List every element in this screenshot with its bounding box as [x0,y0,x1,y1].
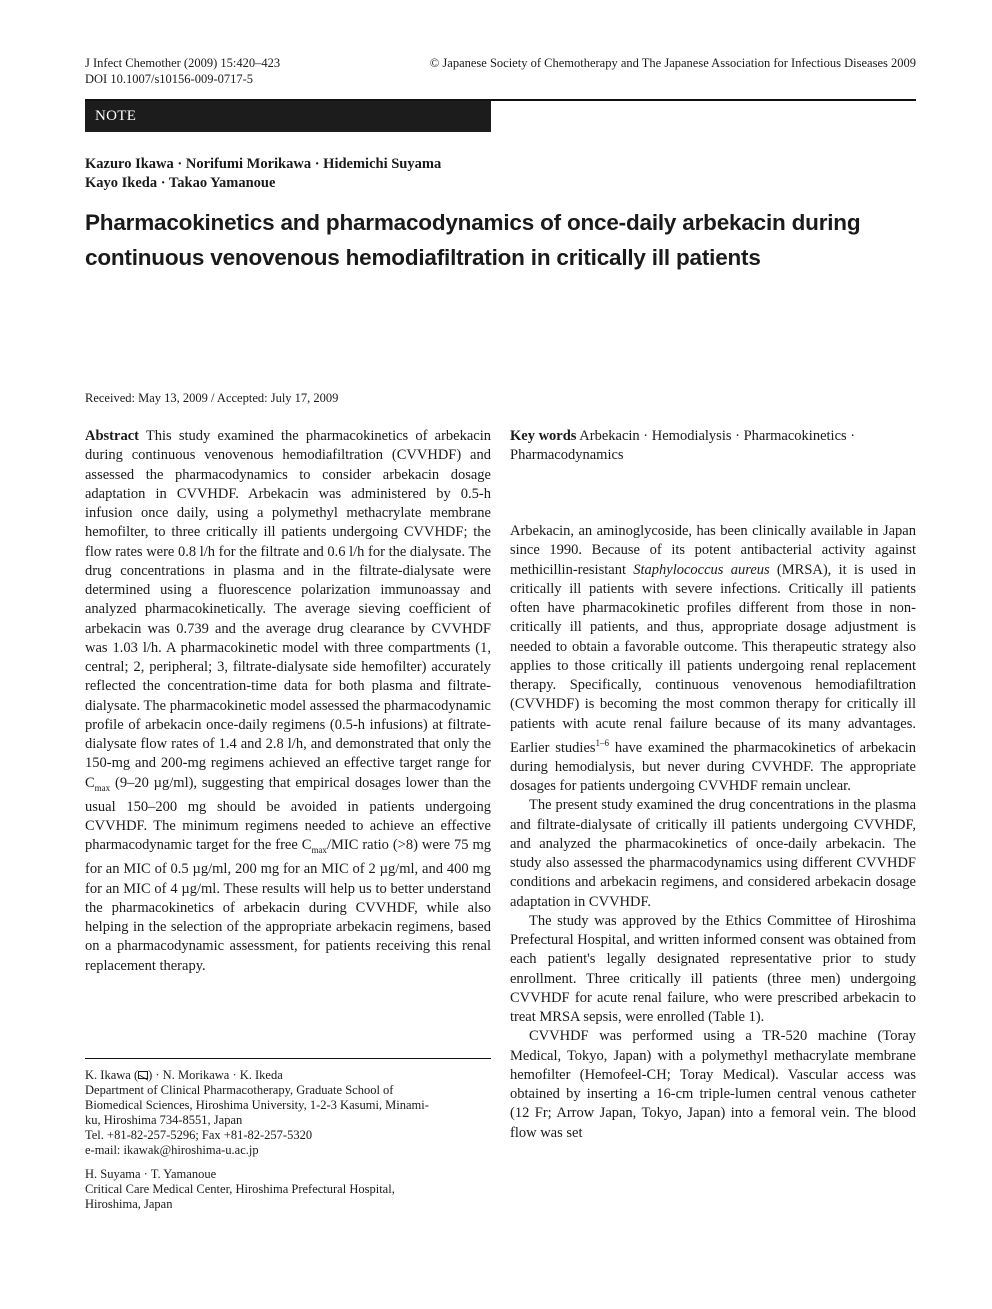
keywords [510,427,916,466]
paragraph-1-text-c: have examined the pharmacokinetics of arbekacin during hemodialysis, but never during CVVHDF. The appropriate dosages for patients undergoing CVVHDF remain unclear. [510,739,916,795]
affiliation-1-email[interactable]: e-mail: ikawak@hiroshima-u.ac.jp [85,1143,259,1157]
abstract-text-1: This study examined the pharmacokinetics of arbekacin during continuous venovenous hemodiafiltration (CVVHDF) and assessed the pharmacodynamics to consider arbekacin dosage adaptation in CVVHDF. Arbekacin was administered by 0.5-h infusion once daily, using a polymethyl methacrylate membrane hemofilter, to three critically ill patients undergoing CVVHDF; the flow rates were 0.8 l/h for the filtrate and 0.6 l/h for the dialysate. The drug concentrations in plasma and in the filtrate-dialysate were determined using a fluorescence polarization immunoassay and analyzed pharmacokinetically. The average sieving coefficient of arbekacin was 0.739 and the average drug clearance by CVVHDF was 1.03 l/h. A pharmacokinetic model with three compartments (1, central; 2, peripheral; 3, filtrate-dialysate side hemofilter) accurately reflected the concentration-time data for both plasma and filtrate-dialysate. The pharmacokinetic model assessed the pharmacodynamic profile of arbekacin once-daily regimens (0.5-h infusions) at filtrate-dialysate flow rates of 1.4 and 2.8 l/h, and demonstrated that only the 150-mg and 200-mg regimens achieved an effective target range for C [85,428,491,791]
footnote-rule [85,1058,491,1059]
journal-name: J Infect Chemother (2009) 15:420–423 [85,56,281,70]
abstract-label: Abstract [85,428,139,444]
affiliation-1-line-1: Department of Clinical Pharmacotherapy, Graduate School of [85,1083,394,1097]
paragraph-1 [510,522,916,796]
reference-superscript[interactable]: 1–6 [595,737,610,748]
journal-citation [85,55,280,87]
article-title: Pharmacokinetics and pharmacodynamics of once-daily arbekacin during continuous venovenous hemodiafiltration in critically ill patients [85,210,861,270]
paragraph-1-text-b: (MRSA), it is used in critically ill patients with severe infections. Critically ill patients often have pharmacokinetic profiles different from those in non-critically ill patients, and thus, appropriate dosage adjustment is needed to obtain a favorable outcome. This therapeutic strategy also applies to those critically ill patients undergoing renal replacement therapy. Specifically, continuous venovenous hemodiafiltration (CVVHDF) is becoming the most common therapy for critically ill patients with acute renal failure because of its many advantages. Earlier studies [510,561,916,756]
copyright-notice: © Japanese Society of Chemotherapy and The Japanese Association for Infectious Diseases 2009 [429,56,916,70]
affiliation-2-names: H. Suyama · T. Yamanoue [85,1167,217,1181]
received-dates: Received: May 13, 2009 / Accepted: July 17, 2009 [85,391,339,405]
affiliation-1-names-b: ) · N. Morikawa · K. Ikeda [148,1068,283,1082]
paragraph-3: The study was approved by the Ethics Committee of Hiroshima Prefectural Hospital, and written informed consent was obtained from each patient's legally designated representative prior to study enrollment. Three critically ill patients (three men) undergoing CVVHDF for acute renal failure, who were prescribed arbekacin to treat MRSA sepsis, were enrolled (Table 1). [510,912,916,1026]
affiliation-1-phone: Tel. +81-82-257-5296; Fax +81-82-257-5320 [85,1128,313,1142]
cmax-subscript-1: max [94,782,111,793]
affiliation-1-line-2: Biomedical Sciences, Hiroshima University, 1-2-3 Kasumi, Minami- [85,1098,429,1112]
affiliation-2-line-1: Critical Care Medical Center, Hiroshima Prefectural Hospital, [85,1182,395,1196]
keywords-label: Key words [510,428,577,444]
envelope-icon [138,1071,148,1079]
affiliation-2 [85,1167,491,1212]
affiliation-2-line-2: Hiroshima, Japan [85,1197,173,1211]
cmax-subscript-2: max [311,845,327,856]
doi[interactable]: DOI 10.1007/s10156-009-0717-5 [85,72,254,86]
author-line-2: Kayo Ikeda · Takao Yamanoue [85,175,276,191]
abstract [85,427,491,976]
keywords-text: Arbekacin · Hemodialysis · Pharmacokinetics · Pharmacodynamics [510,428,856,464]
author-line-1: Kazuro Ikawa · Norifumi Morikawa · Hidemichi Suyama [85,156,442,172]
affiliation-1 [85,1068,491,1158]
affiliation-1-line-3: ku, Hiroshima 734-8551, Japan [85,1113,243,1127]
author-list [85,155,441,193]
paragraph-2: The present study examined the drug concentrations in the plasma and filtrate-dialysate of critically ill patients undergoing CVVHDF, and analyzed the pharmacokinetics of once-daily arbekacin. The study also assessed the pharmacodynamics using different CVVHDF conditions and arbekacin regimens, and considered arbekacin dosage adaptation in CVVHDF. [510,797,916,910]
abstract-text-2: (9–20 µg/ml), suggesting that empirical dosages lower than the usual 150–200 mg should be avoided in patients undergoing CVVHDF. The minimum regimens needed to achieve an effective pharmacodynamic target for the free C [85,774,491,854]
affiliation-1-names [85,1068,491,1083]
species-name: Staphylococcus aureus [633,561,770,578]
affiliation-1-names-a: K. Ikawa ( [85,1068,139,1082]
paragraph-4: CVVHDF was performed using a TR-520 machine (Toray Medical, Tokyo, Japan) with a polymethyl methacrylate membrane hemofilter (Hemofeel-CH; Toray Medical). Vascular access was obtained by inserting a 16-cm triple-lumen central venous catheter (12 Fr; Arrow Japan, Tokyo, Japan) into a femoral vein. The blood flow was set [510,1028,916,1141]
body-text [510,522,916,1143]
paragraph-1-text-a: Arbekacin, an aminoglycoside, has been clinically available in Japan since 1990. Because of its potent antibacterial activity against methicillin-resistant [510,523,916,578]
section-label: NOTE [85,101,491,132]
abstract-text-3: /MIC ratio (>8) were 75 mg for an MIC of 0.5 µg/ml, 200 mg for an MIC of 2 µg/ml, and 400 mg for an MIC of 4 µg/ml. These results will help us to better understand the pharmacokinetics of arbekacin during CVVHDF, while also helping in the selection of the appropriate arbekacin regimens, based on a pharmacodynamic assessment, for patients receiving this renal replacement therapy. [85,837,491,974]
